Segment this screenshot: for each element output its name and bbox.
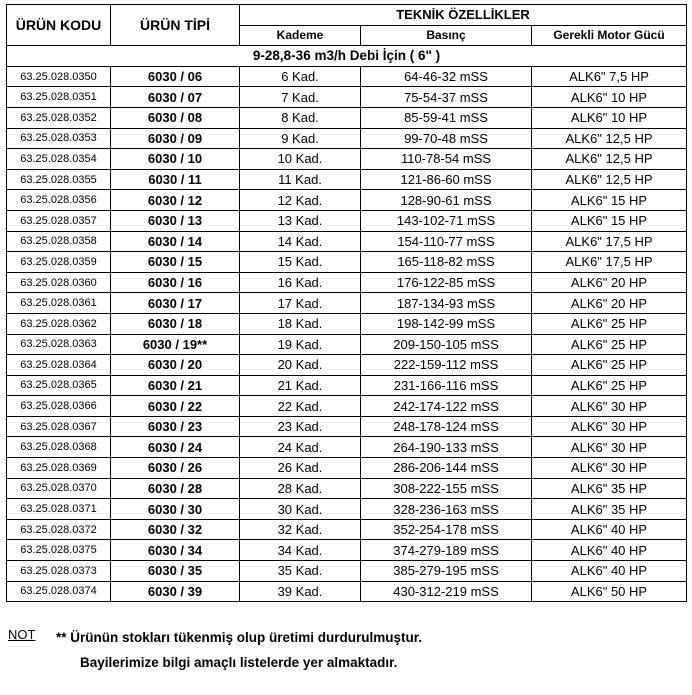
stage-cell: 15 Kad.	[240, 252, 361, 273]
motor-cell: ALK6" 7,5 HP	[532, 66, 687, 87]
product-spec-table	[6, 4, 687, 602]
stage-cell: 24 Kad.	[240, 437, 361, 458]
stage-cell: 11 Kad.	[240, 169, 361, 190]
pressure-cell: 99-70-48 mSS	[361, 128, 532, 149]
motor-cell: ALK6" 10 HP	[532, 87, 687, 108]
motor-cell: ALK6" 17,5 HP	[532, 252, 687, 273]
product-type-cell: 6030 / 08	[111, 107, 240, 128]
product-code-cell: 63.25.028.0362	[7, 313, 111, 334]
stage-cell: 35 Kad.	[240, 561, 361, 582]
motor-cell: ALK6" 25 HP	[532, 375, 687, 396]
product-type-cell: 6030 / 16	[111, 272, 240, 293]
table-row	[7, 87, 687, 108]
note-line-2: Bayilerimize bilgi amaçlı listelerde yer almaktadır.	[80, 655, 398, 670]
product-type-cell: 6030 / 17	[111, 293, 240, 314]
product-code-cell: 63.25.028.0361	[7, 293, 111, 314]
motor-cell: ALK6" 30 HP	[532, 416, 687, 437]
table-row	[7, 478, 687, 499]
header-technical: TEKNİK ÖZELLİKLER	[240, 5, 687, 26]
product-code-cell: 63.25.028.0374	[7, 581, 111, 602]
product-code-cell: 63.25.028.0354	[7, 149, 111, 170]
table-row	[7, 375, 687, 396]
pressure-cell: 64-46-32 mSS	[361, 66, 532, 87]
product-type-cell: 6030 / 20	[111, 355, 240, 376]
motor-cell: ALK6" 40 HP	[532, 519, 687, 540]
product-code-cell: 63.25.028.0368	[7, 437, 111, 458]
motor-cell: ALK6" 25 HP	[532, 313, 687, 334]
header-product-code: ÜRÜN KODU	[7, 5, 111, 46]
product-type-cell: 6030 / 22	[111, 396, 240, 417]
product-code-cell: 63.25.028.0369	[7, 458, 111, 479]
header-stage: Kademe	[240, 25, 361, 46]
product-type-cell: 6030 / 07	[111, 87, 240, 108]
motor-cell: ALK6" 35 HP	[532, 478, 687, 499]
pressure-cell: 209-150-105 mSS	[361, 334, 532, 355]
table-row	[7, 293, 687, 314]
pressure-cell: 328-236-163 mSS	[361, 499, 532, 520]
table-row	[7, 128, 687, 149]
pressure-cell: 128-90-61 mSS	[361, 190, 532, 211]
motor-cell: ALK6" 17,5 HP	[532, 231, 687, 252]
motor-cell: ALK6" 40 HP	[532, 561, 687, 582]
pressure-cell: 85-59-41 mSS	[361, 107, 532, 128]
section-title: 9-28,8-36 m3/h Debi İçin ( 6" )	[7, 46, 687, 67]
stage-cell: 10 Kad.	[240, 149, 361, 170]
pressure-cell: 176-122-85 mSS	[361, 272, 532, 293]
stage-cell: 6 Kad.	[240, 66, 361, 87]
pressure-cell: 308-222-155 mSS	[361, 478, 532, 499]
pressure-cell: 75-54-37 mSS	[361, 87, 532, 108]
pressure-cell: 430-312-219 mSS	[361, 581, 532, 602]
note-line-1: ** Ürünün stokları tükenmiş olup üretimi durdurulmuştur.	[56, 630, 423, 645]
stage-cell: 13 Kad.	[240, 210, 361, 231]
motor-cell: ALK6" 12,5 HP	[532, 169, 687, 190]
stage-cell: 34 Kad.	[240, 540, 361, 561]
motor-cell: ALK6" 25 HP	[532, 355, 687, 376]
product-code-cell: 63.25.028.0371	[7, 499, 111, 520]
product-type-cell: 6030 / 11	[111, 169, 240, 190]
motor-cell: ALK6" 20 HP	[532, 293, 687, 314]
motor-cell: ALK6" 10 HP	[532, 107, 687, 128]
product-type-cell: 6030 / 39	[111, 581, 240, 602]
product-code-cell: 63.25.028.0370	[7, 478, 111, 499]
table-row	[7, 416, 687, 437]
motor-cell: ALK6" 15 HP	[532, 210, 687, 231]
table-row	[7, 355, 687, 376]
pressure-cell: 198-142-99 mSS	[361, 313, 532, 334]
stage-cell: 32 Kad.	[240, 519, 361, 540]
product-type-cell: 6030 / 24	[111, 437, 240, 458]
table-row	[7, 210, 687, 231]
stage-cell: 26 Kad.	[240, 458, 361, 479]
product-type-cell: 6030 / 10	[111, 149, 240, 170]
product-code-cell: 63.25.028.0355	[7, 169, 111, 190]
product-code-cell: 63.25.028.0357	[7, 210, 111, 231]
product-code-cell: 63.25.028.0351	[7, 87, 111, 108]
note-label: NOT	[8, 627, 36, 642]
pressure-cell: 222-159-112 mSS	[361, 355, 532, 376]
stage-cell: 9 Kad.	[240, 128, 361, 149]
product-type-cell: 6030 / 30	[111, 499, 240, 520]
motor-cell: ALK6" 35 HP	[532, 499, 687, 520]
product-type-cell: 6030 / 28	[111, 478, 240, 499]
pressure-cell: 264-190-133 mSS	[361, 437, 532, 458]
motor-cell: ALK6" 12,5 HP	[532, 128, 687, 149]
product-type-cell: 6030 / 15	[111, 252, 240, 273]
pressure-cell: 352-254-178 mSS	[361, 519, 532, 540]
table-row	[7, 334, 687, 355]
stage-cell: 16 Kad.	[240, 272, 361, 293]
stage-cell: 12 Kad.	[240, 190, 361, 211]
motor-cell: ALK6" 30 HP	[532, 396, 687, 417]
table-row	[7, 107, 687, 128]
stage-cell: 7 Kad.	[240, 87, 361, 108]
product-type-cell: 6030 / 18	[111, 313, 240, 334]
product-type-cell: 6030 / 12	[111, 190, 240, 211]
product-type-cell: 6030 / 35	[111, 561, 240, 582]
stage-cell: 19 Kad.	[240, 334, 361, 355]
table-row	[7, 169, 687, 190]
product-type-cell: 6030 / 21	[111, 375, 240, 396]
stage-cell: 23 Kad.	[240, 416, 361, 437]
product-type-cell: 6030 / 19**	[111, 334, 240, 355]
table-row	[7, 540, 687, 561]
product-type-cell: 6030 / 06	[111, 66, 240, 87]
table-row	[7, 499, 687, 520]
motor-cell: ALK6" 20 HP	[532, 272, 687, 293]
table-row	[7, 313, 687, 334]
motor-cell: ALK6" 25 HP	[532, 334, 687, 355]
table-row	[7, 272, 687, 293]
product-code-cell: 63.25.028.0366	[7, 396, 111, 417]
pressure-cell: 385-279-195 mSS	[361, 561, 532, 582]
product-code-cell: 63.25.028.0352	[7, 107, 111, 128]
pressure-cell: 286-206-144 mSS	[361, 458, 532, 479]
product-code-cell: 63.25.028.0367	[7, 416, 111, 437]
pressure-cell: 143-102-71 mSS	[361, 210, 532, 231]
table-row	[7, 190, 687, 211]
motor-cell: ALK6" 12,5 HP	[532, 149, 687, 170]
stage-cell: 22 Kad.	[240, 396, 361, 417]
table-row	[7, 519, 687, 540]
header-pressure: Basınç	[361, 25, 532, 46]
pressure-cell: 110-78-54 mSS	[361, 149, 532, 170]
pressure-cell: 154-110-77 mSS	[361, 231, 532, 252]
stage-cell: 14 Kad.	[240, 231, 361, 252]
stage-cell: 30 Kad.	[240, 499, 361, 520]
header-motor: Gerekli Motor Gücü	[532, 25, 687, 46]
product-code-cell: 63.25.028.0359	[7, 252, 111, 273]
stage-cell: 28 Kad.	[240, 478, 361, 499]
pressure-cell: 374-279-189 mSS	[361, 540, 532, 561]
motor-cell: ALK6" 30 HP	[532, 437, 687, 458]
motor-cell: ALK6" 40 HP	[532, 540, 687, 561]
stage-cell: 39 Kad.	[240, 581, 361, 602]
product-code-cell: 63.25.028.0372	[7, 519, 111, 540]
product-type-cell: 6030 / 34	[111, 540, 240, 561]
pressure-cell: 242-174-122 mSS	[361, 396, 532, 417]
product-code-cell: 63.25.028.0363	[7, 334, 111, 355]
product-code-cell: 63.25.028.0365	[7, 375, 111, 396]
motor-cell: ALK6" 50 HP	[532, 581, 687, 602]
pressure-cell: 121-86-60 mSS	[361, 169, 532, 190]
table-row	[7, 231, 687, 252]
header-product-type: ÜRÜN TİPİ	[111, 5, 240, 46]
pressure-cell: 248-178-124 mSS	[361, 416, 532, 437]
pressure-cell: 165-118-82 mSS	[361, 252, 532, 273]
product-code-cell: 63.25.028.0353	[7, 128, 111, 149]
table-row	[7, 66, 687, 87]
motor-cell: ALK6" 15 HP	[532, 190, 687, 211]
product-type-cell: 6030 / 23	[111, 416, 240, 437]
product-type-cell: 6030 / 14	[111, 231, 240, 252]
motor-cell: ALK6" 30 HP	[532, 458, 687, 479]
table-row	[7, 458, 687, 479]
stage-cell: 18 Kad.	[240, 313, 361, 334]
table-row	[7, 581, 687, 602]
product-code-cell: 63.25.028.0350	[7, 66, 111, 87]
table-row	[7, 149, 687, 170]
product-code-cell: 63.25.028.0364	[7, 355, 111, 376]
table-row	[7, 396, 687, 417]
product-type-cell: 6030 / 13	[111, 210, 240, 231]
pressure-cell: 231-166-116 mSS	[361, 375, 532, 396]
product-code-cell: 63.25.028.0358	[7, 231, 111, 252]
pressure-cell: 187-134-93 mSS	[361, 293, 532, 314]
stage-cell: 17 Kad.	[240, 293, 361, 314]
product-type-cell: 6030 / 32	[111, 519, 240, 540]
product-code-cell: 63.25.028.0375	[7, 540, 111, 561]
table-row	[7, 252, 687, 273]
product-type-cell: 6030 / 09	[111, 128, 240, 149]
table-row	[7, 561, 687, 582]
product-type-cell: 6030 / 26	[111, 458, 240, 479]
table-row	[7, 437, 687, 458]
product-code-cell: 63.25.028.0360	[7, 272, 111, 293]
product-code-cell: 63.25.028.0356	[7, 190, 111, 211]
stage-cell: 20 Kad.	[240, 355, 361, 376]
stage-cell: 21 Kad.	[240, 375, 361, 396]
product-code-cell: 63.25.028.0373	[7, 561, 111, 582]
stage-cell: 8 Kad.	[240, 107, 361, 128]
